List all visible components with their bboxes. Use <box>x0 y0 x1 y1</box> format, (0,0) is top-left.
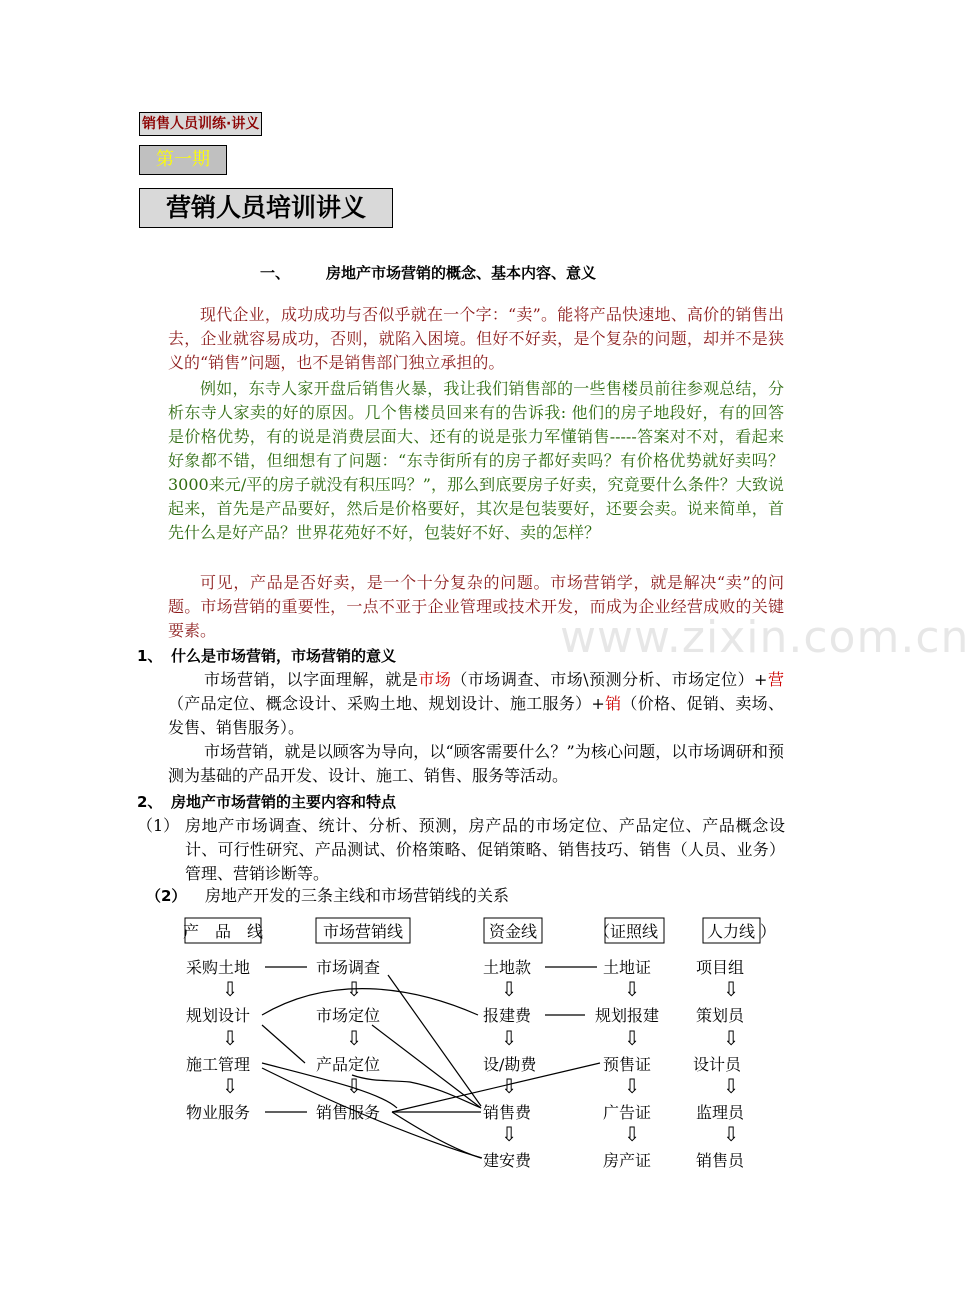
down-arrow-icon: ⇩ <box>623 1122 641 1146</box>
page-title: 营销人员培训讲义 <box>139 188 393 228</box>
term-xiao: 销 <box>604 694 622 713</box>
subheading-2-number: 2、 <box>137 793 163 811</box>
down-arrow-icon: ⇩ <box>500 977 518 1001</box>
term-ying: 营 <box>767 670 784 689</box>
connector <box>262 1025 305 1063</box>
node-sales-fee: 销售费 <box>483 1103 532 1122</box>
section-number: 一、 <box>260 264 291 282</box>
marketing-meaning: 市场营销，就是以顾客为导向，以“顾客需要什么？”为核心问题，以市场调研和预测为基础的产品开发、设计、施工、销售、服务等活动。 <box>168 742 784 785</box>
paren-open: （ <box>594 922 611 941</box>
column-hr <box>693 958 745 1170</box>
down-arrow-icon: ⇩ <box>500 1026 518 1050</box>
down-arrow-icon: ⇩ <box>345 1026 363 1050</box>
paren-close: ） <box>760 922 777 941</box>
node-land-payment: 土地款 <box>483 958 532 977</box>
down-arrow-icon: ⇩ <box>722 1026 740 1050</box>
column-license <box>595 958 659 1170</box>
node-planning-design: 规划设计 <box>186 1006 251 1025</box>
down-arrow-icon: ⇩ <box>722 1122 740 1146</box>
header-capital-line: 资金线 <box>488 922 538 941</box>
header-product-line: 产 品 线 <box>182 922 264 941</box>
node-product-positioning: 产品定位 <box>316 1055 381 1074</box>
column-marketing <box>316 958 380 1122</box>
node-ad-permit: 广告证 <box>603 1103 652 1122</box>
connector <box>392 1112 481 1158</box>
item-1-text: 房地产市场调查、统计、分析、预测，房产品的市场定位、产品定位、产品概念设计、可行性研究、产品测试、价格策略、促销策略、销售技巧、销售（人员、业务）管理、营销诊断等。 <box>185 816 785 883</box>
column-product <box>186 958 250 1122</box>
watermark: www.zixin.com.cn <box>560 612 969 663</box>
definition-text: （价格、促销、卖场、发售、销售服务）。 <box>168 694 784 737</box>
item-1-number: （1） <box>137 816 180 835</box>
down-arrow-icon: ⇩ <box>500 1074 518 1098</box>
down-arrow-icon: ⇩ <box>221 1074 239 1098</box>
node-construction-mgmt: 施工管理 <box>186 1055 251 1074</box>
down-arrow-icon: ⇩ <box>722 1074 740 1098</box>
node-construction-fee: 建安费 <box>483 1151 532 1170</box>
definition-text: （市场调查、市场\预测分析、市场定位）+ <box>451 670 768 689</box>
node-land-certificate: 土地证 <box>603 958 652 977</box>
node-sales-service: 销售服务 <box>316 1103 381 1122</box>
node-supervisor: 监理员 <box>696 1103 745 1122</box>
node-design-survey-fee: 设/勘费 <box>483 1055 537 1074</box>
conclusion-paragraph: 可见，产品是否好卖，是一个十分复杂的问题。市场营销学，就是解决“卖”的问题。市场营销的重要性，一点不亚于企业管理或技术开发，而成为企业经营成败的关键要素。 <box>168 573 784 640</box>
series-label: 销售人员训练·讲义 <box>139 112 262 136</box>
down-arrow-icon: ⇩ <box>345 977 363 1001</box>
connector-lines <box>262 967 600 1158</box>
connector <box>372 1025 481 1108</box>
item-2-number: （2） <box>146 887 187 905</box>
definition-text: 市场营销，以字面理解，就是 <box>204 670 419 689</box>
example-paragraph: 例如，东寺人家开盘后销售火暴，我让我们销售部的一些售楼员前往参观总结，分析东寺人家卖的好的原因。几个售楼员回来有的告诉我: 他们的房子地段好，有的回答是价格优势，有的说是消费层面大、还有的说是张力军懂销售-----答案对不对，看起来好象都不错，但细想有了问题：“东寺街所有的房子都好卖吗？有价格优势就好卖吗？3000来元/平的房子就没有积压吗？”，那么到底要房子好卖，究竟要什么条件？大致说起来，首先是产品要好，然后是价格要好，其次是包装要好，还要会卖。说来简单，首先什么是好产品？世界花苑好不好，包装好不好、卖的怎样？ <box>168 379 784 542</box>
column-capital <box>483 958 537 1170</box>
header-hr-line: 人力线 <box>706 922 756 941</box>
down-arrow-icon: ⇩ <box>500 1122 518 1146</box>
node-designer: 设计员 <box>693 1055 742 1074</box>
subheading-2-title: 房地产市场营销的主要内容和特点 <box>171 793 397 811</box>
down-arrow-icon: ⇩ <box>345 1074 363 1098</box>
node-approval-fee: 报建费 <box>483 1006 532 1025</box>
node-project-team: 项目组 <box>696 958 745 977</box>
down-arrow-icon: ⇩ <box>221 977 239 1001</box>
node-purchase-land: 采购土地 <box>186 958 251 977</box>
diagram-headers <box>183 918 776 943</box>
connector <box>388 975 481 1106</box>
header-license-line: 证照线 <box>609 922 659 941</box>
node-market-research: 市场调查 <box>316 958 381 977</box>
intro-paragraph: 现代企业，成功成功与否似乎就在一个字：“卖”。能将产品快速地、高价的销售出去，企业就容易成功，否则，就陷入困境。但好不好卖，是个复杂的问题，却并不是狭义的“销售”问题，也不是销售部门独立承担的。 <box>168 305 784 372</box>
node-property-service: 物业服务 <box>186 1103 251 1122</box>
issue-badge: 第一期 <box>139 145 227 175</box>
node-property-certificate: 房产证 <box>603 1151 652 1170</box>
definition-text: （产品定位、概念设计、采购土地、规划设计、施工服务）+ <box>168 694 605 713</box>
down-arrow-icon: ⇩ <box>221 1026 239 1050</box>
node-planner: 策划员 <box>696 1006 745 1025</box>
item-2-text: 房地产开发的三条主线和市场营销线的关系 <box>205 886 510 905</box>
subheading-1-number: 1、 <box>137 647 163 665</box>
header-marketing-line: 市场营销线 <box>322 922 404 941</box>
down-arrow-icon: ⇩ <box>623 1074 641 1098</box>
subheading-1-title: 什么是市场营销，市场营销的意义 <box>171 647 397 665</box>
node-presale-permit: 预售证 <box>603 1055 652 1074</box>
down-arrow-icon: ⇩ <box>623 977 641 1001</box>
term-market: 市场 <box>418 670 452 689</box>
down-arrow-icon: ⇩ <box>722 977 740 1001</box>
section-title: 房地产市场营销的概念、基本内容、意义 <box>326 264 597 282</box>
node-salesperson: 销售员 <box>696 1151 745 1170</box>
node-planning-approval: 规划报建 <box>595 1006 660 1025</box>
node-market-positioning: 市场定位 <box>316 1006 381 1025</box>
down-arrow-icon: ⇩ <box>623 1026 641 1050</box>
